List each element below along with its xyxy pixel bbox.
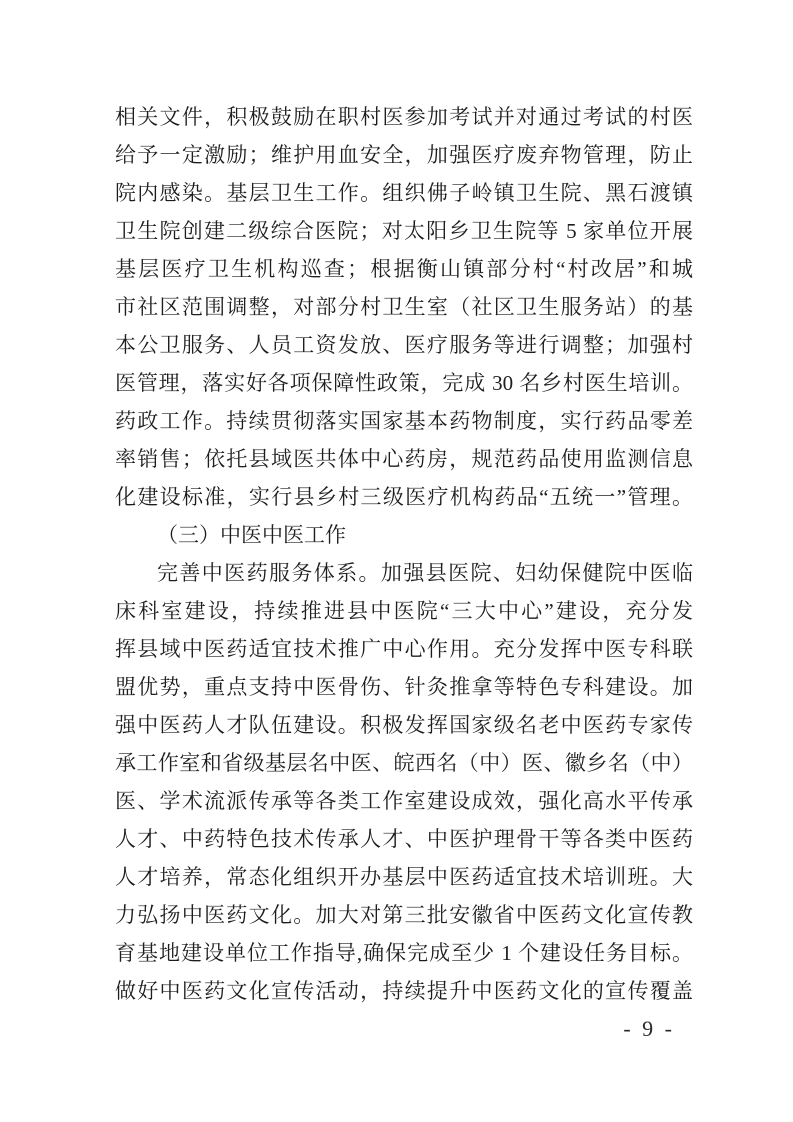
text-line: 人才、中药特色技术传承人才、中医护理骨干等各类中医药 (115, 827, 693, 851)
text-line: 药政工作。持续贯彻落实国家基本药物制度，实行药品零差 (115, 409, 693, 433)
text-line: 给予一定激励；维护用血安全，加强医疗废弃物管理，防止 (115, 143, 693, 167)
page-number: - 9 - (623, 1016, 675, 1041)
text-line: 卫生院创建二级综合医院；对太阳乡卫生院等 5 家单位开展 (115, 219, 693, 243)
text-line: 市社区范围调整，对部分村卫生室（社区卫生服务站）的基 (115, 295, 693, 319)
text-line: 基层医疗卫生机构巡查；根据衡山镇部分村“村改居”和城 (115, 257, 693, 281)
text-line: 完善中医药服务体系。加强县医院、妇幼保健院中医临 (157, 561, 693, 585)
text-line: 强中医药人才队伍建设。积极发挥国家级名老中医药专家传 (115, 713, 693, 737)
text-line: 承工作室和省级基层名中医、皖西名（中）医、徽乡名（中） (115, 751, 693, 775)
text-line: 盟优势，重点支持中医骨伤、针灸推拿等特色专科建设。加 (115, 675, 693, 699)
text-line: 床科室建设，持续推进县中医院“三大中心”建设，充分发 (115, 599, 693, 623)
document-body (115, 98, 693, 1010)
text-line: 挥县域中医药适宜技术推广中心作用。充分发挥中医专科联 (115, 637, 693, 661)
text-line: 做好中医药文化宣传活动，持续提升中医药文化的宣传覆盖 (115, 979, 693, 1003)
text-line: 医、学术流派传承等各类工作室建设成效，强化高水平传承 (115, 789, 693, 813)
text-line: 院内感染。基层卫生工作。组织佛子岭镇卫生院、黑石渡镇 (115, 181, 693, 205)
text-line: 医管理，落实好各项保障性政策，完成 30 名乡村医生培训。 (115, 371, 693, 395)
text-line: 育基地建设单位工作指导,确保完成至少 1 个建设任务目标。 (115, 941, 693, 965)
text-line: 力弘扬中医药文化。加大对第三批安徽省中医药文化宣传教 (115, 903, 693, 927)
text-line: 率销售；依托县域医共体中心药房，规范药品使用监测信息 (115, 447, 693, 471)
text-line: 化建设标准，实行县乡村三级医疗机构药品“五统一”管理。 (115, 485, 693, 509)
text-line: 相关文件，积极鼓励在职村医参加考试并对通过考试的村医 (115, 105, 693, 129)
text-line: 人才培养，常态化组织开办基层中医药适宜技术培训班。大 (115, 865, 693, 889)
section-heading: （三）中医中医工作 (157, 523, 346, 547)
text-line: 本公卫服务、人员工资发放、医疗服务等进行调整；加强村 (115, 333, 693, 357)
